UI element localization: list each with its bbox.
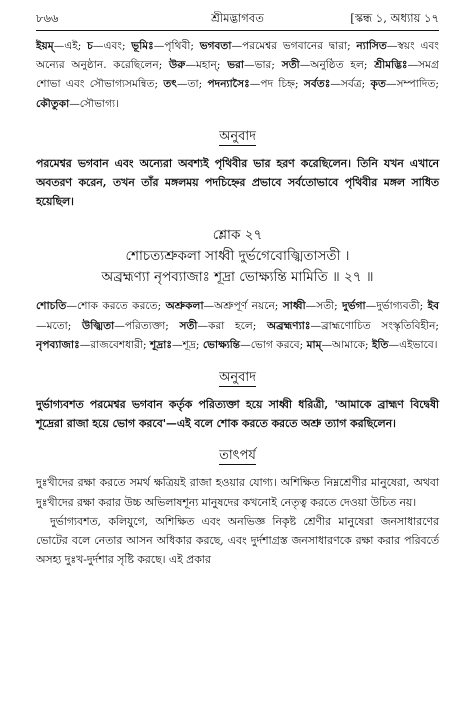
translation-heading-2: অনুবাদ (219, 370, 256, 386)
synonym-meaning: —শোক করতে করতে; (66, 300, 166, 313)
synonym-meaning: —স্বয়ং এবং অন্যের অনুষ্ঠান. করেছিলেন; (36, 40, 439, 72)
synonym-meaning: —ব্রাহ্মণোচিত সংস্কৃতিবিহীন; (310, 319, 439, 332)
synonym-meaning: —দুর্ভাগ্যবতী; (365, 300, 428, 313)
synonym-word: মাম্ (306, 338, 322, 351)
purport-paragraph-2: দুর্ভাগ্যবশত, কলিযুগে, অশিক্ষিত এবং অনভিজ্ঞ নিকৃষ্ট শ্রেণীর মানুষেরা জনসাধারণের ভোটের বলে নেতার আসন অধিকার করছে, এবং দুর্দশাগ্রস্ত জনসাধারণকে রক্ষা করার পরিবর্তে অসহ্য দুঃখ-দুর্দশার সৃষ্টি করছে। এই প্রকার (36, 514, 439, 567)
synonym-word: কৃত (370, 78, 386, 91)
synonym-meaning: —শূদ্র; (172, 338, 203, 351)
synonym-meaning: —ভোগ করবে; (240, 338, 307, 351)
translation-text-1: পরমেশ্বর ভগবান এবং অন্যেরা অবশ্যই পৃথিবীর ভার হরণ করেছিলেন। তিনি যখন এখানে অবতরণ করেন, তখন তাঁর মঙ্গলময় পদচিহ্নের প্রভাবে সর্বতোভাবে পৃথিবীর মঙ্গল সাধিত হয়েছিল। (36, 156, 439, 209)
synonym-meaning: —সৌভাগ্য। (69, 97, 119, 110)
synonym-meaning: —সর্বত্র; (330, 78, 371, 91)
synonym-word: পদন্যাসৈঃ (207, 78, 250, 91)
synonyms-verse-27 (36, 297, 439, 355)
synonym-meaning: —সতী; (305, 300, 343, 313)
purport-heading: তাৎপর্য (219, 448, 256, 464)
synonym-meaning: —রাজবেশধারী; (79, 338, 150, 351)
verse-heading: শ্লোক ২৭ (212, 227, 263, 244)
synonym-word: ভগবতা (199, 40, 232, 52)
header-rule (36, 30, 439, 31)
synonym-meaning: —মতো; (36, 319, 82, 332)
canto-chapter-label: [স্কন্ধ ১, অধ্যায় ১৭ (350, 11, 439, 25)
page-number: ৮৬৬ (36, 11, 59, 25)
synonym-meaning: —তা; (176, 78, 208, 91)
synonym-meaning: —অনুষ্ঠিত হল; (299, 59, 375, 72)
synonyms-verse-26 (36, 37, 439, 114)
synonym-meaning: —সম্পাদিত; (385, 78, 439, 91)
synonym-meaning: —পরমেশ্বর ভগবানের দ্বারা; (231, 40, 357, 52)
synonym-meaning: —এবং; (92, 40, 132, 52)
synonym-word: তৎ (163, 78, 177, 91)
synonym-meaning: —এই; (53, 40, 88, 52)
synonym-meaning: —পৃথিবী; (153, 40, 200, 52)
synonym-word: সতী (281, 59, 300, 72)
synonym-word: কৌতুকা (36, 97, 70, 110)
synonym-word: সাধ্বী (282, 300, 306, 313)
synonym-word: ইতি (371, 338, 389, 351)
synonym-meaning: —অশ্রুপূর্ণ নয়নে; (203, 300, 283, 313)
synonym-word: সতী (179, 319, 198, 332)
synonym-word: ভরা (227, 59, 244, 72)
book-title: শ্রীমদ্ভাগবত (211, 11, 264, 25)
synonym-word: শূদ্রাঃ (149, 338, 172, 351)
page-content (36, 37, 439, 569)
synonym-meaning: —পরিত্যক্তা; (114, 319, 180, 332)
synonym-meaning: —এইভাবে। (388, 338, 438, 351)
synonym-meaning: —ভার; (244, 59, 282, 72)
synonym-meaning: —মহান্; (185, 59, 228, 72)
running-header (36, 10, 439, 28)
translation-heading: অনুবাদ (219, 128, 256, 144)
synonym-word: উরু (169, 59, 186, 72)
synonym-word: শ্রীমদ্ভিঃ (374, 59, 408, 72)
synonym-word: ভোক্ষ্যন্তি (202, 338, 241, 351)
synonym-meaning: —আমাকে; (321, 338, 372, 351)
verse-line-1: শোচত্যশ্রুকলা সাধ্বী দুর্ভগেবোজ্ঝিতাসতী । (125, 248, 350, 265)
synonym-word: নৃপব্যাজাঃ (36, 338, 80, 351)
synonym-word: সর্বতঃ (303, 78, 331, 91)
synonym-word: অশ্রুকলা (165, 300, 204, 313)
synonym-word: ভূমিঃ (131, 40, 154, 52)
translation-text-2: দুর্ভাগ্যবশত পরমেশ্বর ভগবান কর্তৃক পরিত্যক্তা হয়ে সাধ্বী ধরিত্রী, 'আমাকে ব্রাহ্মণ বিদ্বেষী শূদ্রেরা রাজা হয়ে ভোগ করবে'—এই বলে শোক করতে করতে অশ্রু ত্যাগ করছিলেন। (36, 398, 439, 431)
synonym-word: চ (87, 40, 93, 52)
synonym-word: শোচতি (36, 300, 67, 313)
synonym-word: ইয়ম্ (36, 40, 54, 52)
verse-line-2: অব্রহ্মণ্যা নৃপব্যাজাঃ শূদ্রা ভোক্ষ্যন্তি মামিতি ॥ ২৭ ॥ (101, 269, 374, 286)
synonym-meaning: —সমগ্র শোভা এবং সৌভাগ্যসমন্বিত; (36, 59, 439, 91)
synonym-meaning: —পদ চিহ্ন; (249, 78, 304, 91)
purport-paragraph-1: দুঃখীদের রক্ষা করতে সমর্থ ক্ষত্রিয়ই রাজা হওয়ার যোগ্য। অশিক্ষিত নিম্নশ্রেণীর মানুষেরা, অথবা দুঃখীদের রক্ষা করার উচ্চ অভিলাষশূন্য মানুষদের কখনোই নেতৃত্ব করতে দেওয়া উচিত নয়। (36, 476, 439, 509)
synonym-word: ন্যাসিত (356, 40, 387, 52)
synonym-word: উজ্ঝিতা (81, 319, 115, 332)
synonym-word: দুর্ভগা (342, 300, 366, 313)
synonym-word: ইব (427, 300, 439, 313)
synonym-word: অব্রহ্মণ্যাঃ (266, 319, 311, 332)
synonym-meaning: —করা হলে; (197, 319, 267, 332)
